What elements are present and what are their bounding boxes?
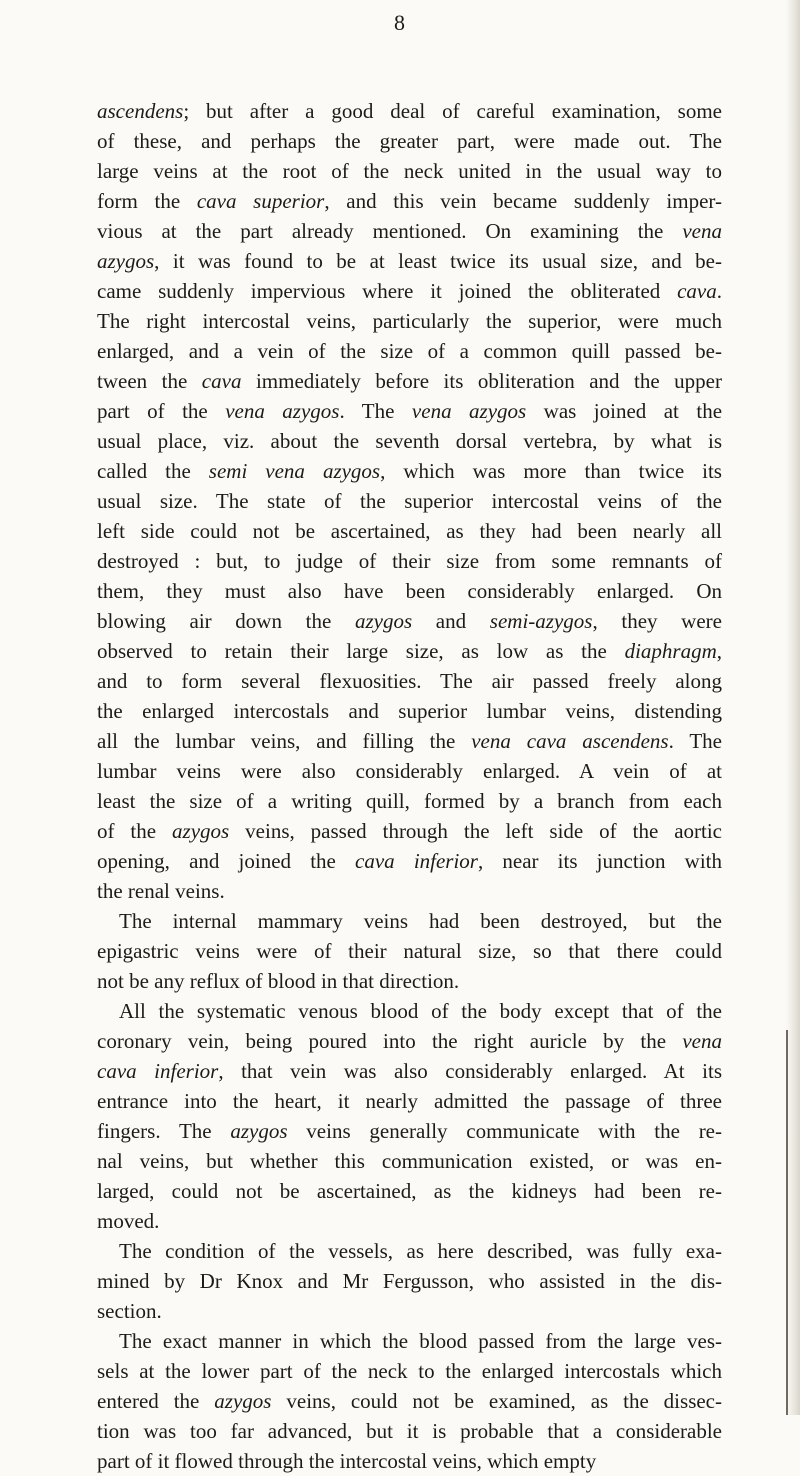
text-run: immediately before its obliteration and the upper [241, 369, 722, 393]
text-run: The condition of the vessels, as here described, was fully exa- [119, 1239, 722, 1263]
italic-term: azygos [230, 1119, 288, 1143]
text-run: , it was found to be at least twice its usual size, and be- [154, 249, 722, 273]
text-line [97, 696, 722, 726]
text-line [97, 366, 722, 396]
text-run: enlarged, and a vein of the size of a common quill passed be- [97, 339, 722, 363]
text-line [97, 456, 722, 486]
text-line [97, 486, 722, 516]
text-run: veins, could not be examined, as the dissec- [271, 1389, 722, 1413]
text-line [97, 546, 722, 576]
italic-term: azygos [354, 609, 413, 633]
text-line [97, 606, 722, 636]
text-run: The internal mammary veins had been destroyed, but the [119, 909, 722, 933]
italic-term: cava inferior [355, 849, 478, 873]
text-run: moved. [97, 1209, 160, 1233]
text-run: tion was too far advanced, but it is probable that a considerable [97, 1419, 722, 1443]
text-run: nal veins, but whether this communication existed, or was en- [97, 1149, 722, 1173]
text-line [97, 906, 722, 936]
text-run: opening, and joined the [97, 849, 356, 873]
text-run: fingers. The [97, 1119, 231, 1143]
paragraph [97, 1236, 722, 1326]
text-line [97, 1026, 722, 1056]
text-line [97, 726, 722, 756]
text-line [97, 96, 722, 126]
text-run: All the systematic venous blood of the body except that of the [119, 999, 722, 1023]
text-run: The exact manner in which the blood passed from the large ves- [119, 1329, 722, 1353]
text-run: and to form several flexuosities. The air passed freely along [97, 669, 722, 693]
text-run: large veins at the root of the neck united in the usual way to [97, 159, 722, 183]
paragraph [97, 96, 722, 906]
text-run: veins generally communicate with the re- [287, 1119, 722, 1143]
text-run: not be any reflux of blood in that direction. [97, 969, 460, 993]
text-line [97, 246, 722, 276]
text-run: of these, and perhaps the greater part, were made out. The [97, 129, 722, 153]
text-line [97, 516, 722, 546]
text-line [97, 846, 722, 876]
text-line [97, 1416, 722, 1446]
text-run: called the [97, 459, 209, 483]
text-run: was joined at the [526, 399, 723, 423]
text-line [97, 666, 722, 696]
page-edge-line [786, 1030, 788, 1415]
text-run: the enlarged intercostals and superior lumbar veins, distending [97, 699, 722, 723]
text-line [97, 876, 722, 906]
italic-term: ascendens [97, 99, 184, 123]
text-run: least the size of a writing quill, formed by a branch from each [97, 789, 722, 813]
text-run: all the lumbar veins, and filling the [97, 729, 472, 753]
italic-term: vena cava ascendens [471, 729, 669, 753]
paragraph [97, 906, 722, 996]
italic-term: cava inferior [97, 1059, 219, 1083]
text-run: veins, passed through the left side of the aortic [229, 819, 723, 843]
text-run: the renal veins. [97, 879, 225, 903]
text-line [97, 306, 722, 336]
text-line [97, 1266, 722, 1296]
text-line [97, 966, 722, 996]
paragraph [97, 1326, 722, 1476]
text-run: tween the [97, 369, 202, 393]
text-line [97, 126, 722, 156]
text-run: epigastric veins were of their natural size, so that there could [97, 939, 722, 963]
text-run: . [716, 279, 722, 303]
page-number: 8 [394, 10, 406, 35]
text-run: , that vein was also considerably enlarged. At its [218, 1059, 722, 1083]
italic-term: azygos [214, 1389, 272, 1413]
text-line [97, 1206, 722, 1236]
text-run: , which was more than twice its [380, 459, 722, 483]
text-line [97, 276, 722, 306]
text-line [97, 996, 722, 1026]
italic-term: cava superior [196, 189, 325, 213]
text-run: mined by Dr Knox and Mr Fergusson, who assisted in the dis- [97, 1269, 722, 1293]
paragraph [97, 996, 722, 1236]
italic-term: cava [201, 369, 242, 393]
text-run: , they were [592, 609, 722, 633]
text-run: sels at the lower part of the neck to the enlarged intercostals which [97, 1359, 722, 1383]
text-line [97, 336, 722, 366]
text-run: entered the [97, 1389, 215, 1413]
italic-term: cava [677, 279, 717, 303]
italic-term: vena azygos [225, 399, 340, 423]
text-run: section. [97, 1299, 162, 1323]
italic-term: vena azygos [411, 399, 527, 423]
text-line [97, 1296, 722, 1326]
text-line [97, 936, 722, 966]
text-line [97, 1116, 722, 1146]
text-run: , near its junction with [477, 849, 723, 873]
text-line [97, 786, 722, 816]
text-line [97, 1056, 722, 1086]
text-line [97, 1356, 722, 1386]
text-run: vious at the part already mentioned. On examining the [97, 219, 683, 243]
text-line [97, 636, 722, 666]
text-line [97, 576, 722, 606]
italic-term: vena [682, 1029, 722, 1053]
text-run: ; but after a good deal of careful examination, some [183, 99, 722, 123]
text-line [97, 216, 722, 246]
text-run: coronary vein, being poured into the right auricle by the [97, 1029, 683, 1053]
italic-term: diaphragm [624, 639, 717, 663]
text-run: left side could not be ascertained, as they had been nearly all [97, 519, 722, 543]
text-line [97, 1086, 722, 1116]
text-run: entrance into the heart, it nearly admitted the passage of three [97, 1089, 722, 1113]
text-line [97, 1236, 722, 1266]
text-run: blowing air down the [97, 609, 355, 633]
text-line [97, 1386, 722, 1416]
text-run: came suddenly impervious where it joined the obliterated [97, 279, 678, 303]
italic-term: semi-azygos [489, 609, 593, 633]
text-run: destroyed : but, to judge of their size from some remnants of [97, 549, 722, 573]
text-run: form the [97, 189, 197, 213]
text-run: usual size. The state of the superior intercostal veins of the [97, 489, 722, 513]
text-run: of the [97, 819, 173, 843]
text-line [97, 1146, 722, 1176]
text-line [97, 156, 722, 186]
text-line [97, 1446, 722, 1476]
text-run: lumbar veins were also considerably enlarged. A vein of at [97, 759, 722, 783]
text-run: part of it flowed through the intercostal veins, which empty [97, 1449, 597, 1473]
text-line [97, 756, 722, 786]
text-line [97, 426, 722, 456]
text-run: them, they must also have been considerably enlarged. On [97, 579, 722, 603]
italic-term: azygos [97, 249, 155, 273]
body-text [97, 96, 722, 1476]
text-run: larged, could not be ascertained, as the kidneys had been re- [97, 1179, 722, 1203]
italic-term: azygos [172, 819, 230, 843]
page-edge-shadow [786, 0, 800, 1415]
italic-term: vena [682, 219, 722, 243]
text-line [97, 1326, 722, 1356]
text-run: and [412, 609, 490, 633]
text-run: part of the [97, 399, 226, 423]
text-line [97, 396, 722, 426]
text-line [97, 816, 722, 846]
text-run: usual place, viz. about the seventh dorsal vertebra, by what is [97, 429, 722, 453]
text-run: observed to retain their large size, as low as the [97, 639, 625, 663]
text-line [97, 1176, 722, 1206]
text-run: , and this vein became suddenly imper- [324, 189, 722, 213]
italic-term: semi vena azygos [208, 459, 381, 483]
text-run: . The [339, 399, 412, 423]
text-line [97, 186, 722, 216]
text-run: . The [668, 729, 722, 753]
text-run: The right intercostal veins, particularly the superior, were much [97, 309, 722, 333]
text-run: , [716, 639, 722, 663]
